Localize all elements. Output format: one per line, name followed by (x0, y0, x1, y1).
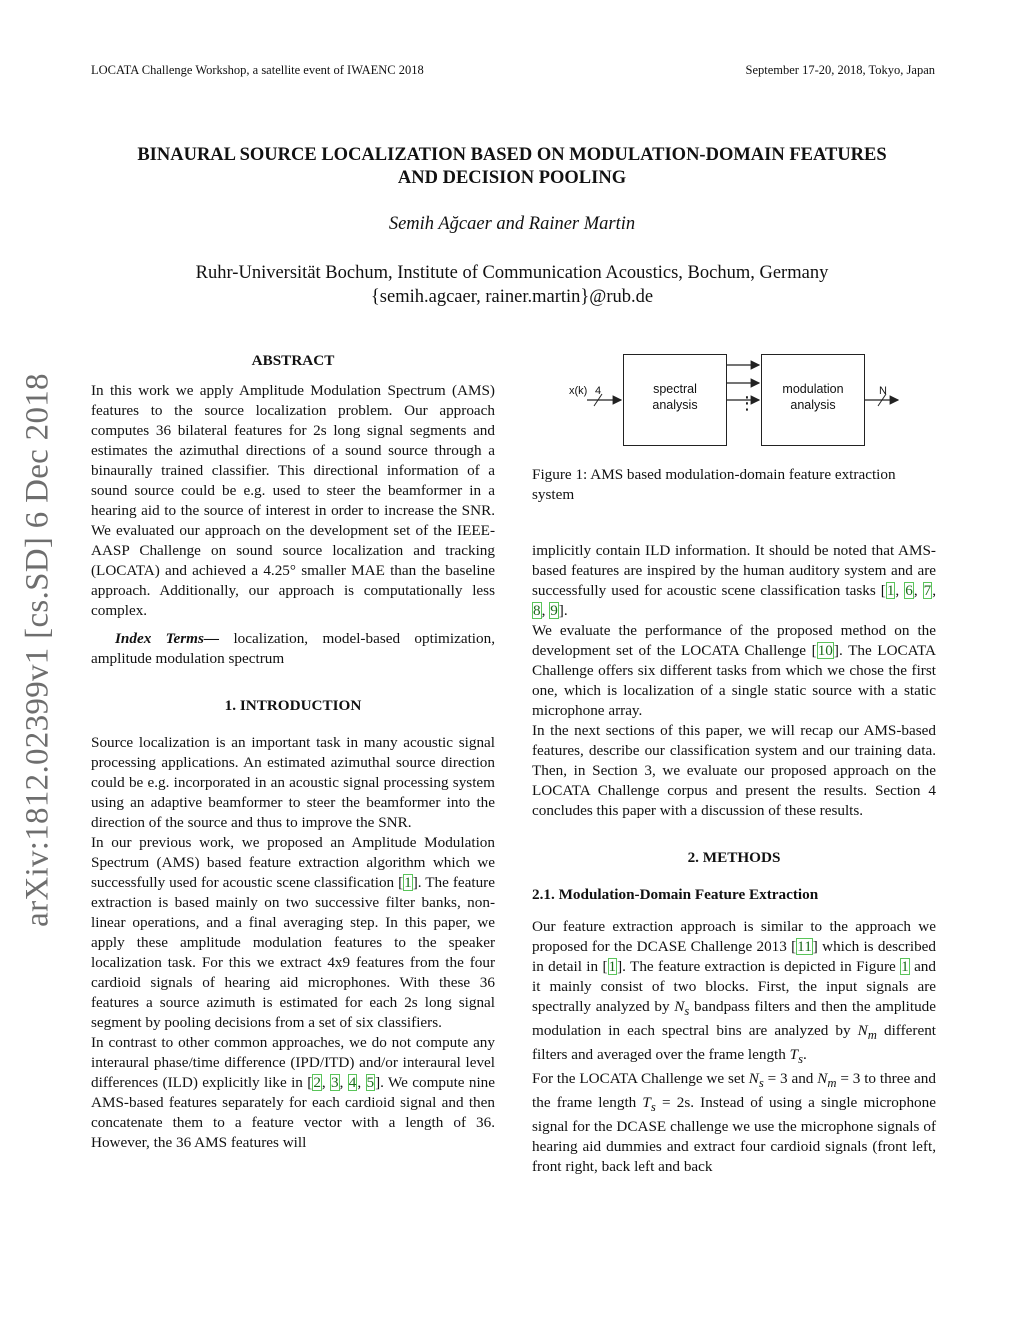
block-label: analysis (652, 398, 698, 412)
block-label: spectral (653, 382, 697, 396)
citation-link[interactable]: 8 (533, 602, 541, 619)
body-paragraph: implicitly contain ILD information. It should be noted that AMS-based features are inspired by the human auditory system and are successfully used for acoustic scene classification tasks [1, 6, 7, 8, 9]. (532, 542, 936, 619)
index-terms (91, 629, 495, 669)
citation-link[interactable]: 3 (331, 1074, 339, 1091)
running-header-right: September 17-20, 2018, Tokyo, Japan (745, 63, 935, 77)
citation-link[interactable]: 5 (366, 1074, 375, 1091)
block-label: modulation (782, 382, 844, 396)
methods-paragraph-1: Our feature extraction approach is similar to the approach we proposed for the DCASE Challenge 2013 [11] which is described in detail in [1]. The feature extraction is depicted in Figure 1 and it mainly consist of two blocks. First, the input signals are spectrally analyzed by $N_s$ bandpass filters and then the amplitude modulation in each spectral bins are analyzed by $N_m$ different filters and averaged over the frame length $T_s$. (532, 918, 937, 1067)
abstract-text: In this work we apply Amplitude Modulation Spectrum (AMS) features to the source localization problem. Our approach computes 36 bilateral features for 2s long signal segments and estimates the azimuthal directions of a sound source through a binaurally trained classifier. This directional information of a sound source could be e.g. used to steer the beamformer in a hearing aid to the source of interest in order to increase the SNR. We evaluated our approach on the development set of the IEEE-AASP Challenge on sound source localization and tracking (LOCATA) and achieved a 4.25° smaller MAE than the baseline approach. Additionally, our approach is computationally less complex. (91, 382, 495, 619)
citation-link[interactable]: 11 (797, 938, 812, 955)
block-label: analysis (790, 398, 836, 412)
figure-1-diagram (532, 345, 936, 460)
body-paragraph: We evaluate the performance of the proposed method on the development set of the LOCATA Challenge [10]. The LOCATA Challenge offers six different tasks from which we chose the first one, which is localization of a single static source with a static microphone array. (532, 622, 936, 719)
running-header-left: LOCATA Challenge Workshop, a satellite event of IWAENC 2018 (91, 63, 424, 77)
citation-link[interactable]: 9 (550, 602, 558, 619)
left-column (91, 351, 495, 1153)
body-paragraph: In the next sections of this paper, we will recap our AMS-based features, describe our classification system and our training data. Then, in Section 3, we evaluate our proposed approach on the LOCATA Challenge corpus and present the results. Section 4 concludes this paper with a discussion of these results. (532, 722, 936, 819)
paper-title-line-1: BINAURAL SOURCE LOCALIZATION BASED ON MODULATION-DOMAIN FEATURES (137, 145, 887, 165)
citation-link[interactable]: 1 (886, 582, 895, 599)
citation-link[interactable]: 7 (923, 582, 932, 599)
citation-link[interactable]: 1 (608, 958, 617, 975)
intro-paragraph-1: Source localization is an important task in many acoustic signal processing applications. An estimated azimuthal source direction could be e.g. incorporated in an acoustic signal processing system using an adaptive beamformer to steer the beamformer into the direction of the source and thus to improve the SNR. (91, 734, 495, 831)
paper-title-line-2: AND DECISION POOLING (397, 168, 627, 188)
citation-link[interactable]: 1 (404, 874, 412, 891)
arxiv-stamp-text: arXiv:1812.02399v1 [cs.SD] 6 Dec 2018 (19, 373, 56, 927)
figure-1-arrows (532, 345, 936, 460)
affiliation (80, 261, 944, 309)
citation-link[interactable]: 10 (817, 642, 833, 659)
figure-1-caption: Figure 1: AMS based modulation-domain feature extraction system (532, 466, 896, 503)
citation-link[interactable]: 6 (905, 582, 913, 599)
paper-title (80, 144, 944, 190)
input-bus-width: 4 (595, 385, 602, 397)
index-terms-label: Index Terms— (115, 630, 220, 647)
input-label: x(k) (569, 385, 588, 397)
spectral-analysis-block (623, 354, 727, 446)
output-label: N (879, 385, 887, 397)
citation-link[interactable]: 2 (313, 1074, 321, 1091)
modulation-analysis-block (761, 354, 865, 446)
channel-ellipsis: ⋮ (738, 393, 756, 414)
abstract-heading: ABSTRACT (251, 352, 335, 369)
right-column (532, 541, 936, 1177)
subsection-heading: 2.1. Modulation-Domain Feature Extraction (532, 886, 819, 903)
intro-paragraph-2: In our previous work, we proposed an Amplitude Modulation Spectrum (AMS) based feature extraction algorithm which we successfully used for acoustic scene classification [1]. The feature extraction is based mainly on two successive filter banks, non-linear operations, and a final averaging step. In this paper, we apply these amplitude modulation features to the speaker localization task. For this we extract 4x9 features from the four cardioid signals of hearing aid microphones. With these 36 features a source azimuth is estimated for each 2s long signal segment by pooling decisions from a set of six classifiers. (91, 834, 495, 1031)
methods-paragraph-2: For the LOCATA Challenge we set $N_s = 3$ and $N_m = 3$ to three and the frame length $T_s = 2s$. Instead of using a single microphone signal for the DCASE challenge we use the microphone signals of hearing aid dummies and extract four cardioid signals (front left, front right, back left and back (532, 1070, 936, 1176)
intro-paragraph-3: In contrast to other common approaches, we do not compute any interaural phase/time difference (IPD/ITD) and/or interaural level differences (ILD) explicitly like in [2, 3, 4, 5]. We compute nine AMS-based features separately for each cardioid signal and then concatenate them to a feature vector with a length of 36. However, the 36 AMS features will (91, 1034, 496, 1151)
index-terms-text: localization, model-based optimization, amplitude modulation spectrum (91, 630, 495, 667)
arxiv-stamp (18, 365, 58, 935)
affiliation-line: Ruhr-Universität Bochum, Institute of Communication Acoustics, Bochum, Germany (195, 263, 829, 283)
figure-reference-link[interactable]: 1 (901, 958, 909, 975)
authors: Semih Ağcaer and Rainer Martin (388, 214, 636, 234)
introduction-heading: 1. INTRODUCTION (224, 697, 362, 714)
citation-link[interactable]: 4 (348, 1074, 357, 1091)
methods-heading: 2. METHODS (687, 849, 781, 866)
author-emails: {semih.agcaer, rainer.martin}@rub.de (370, 287, 654, 307)
